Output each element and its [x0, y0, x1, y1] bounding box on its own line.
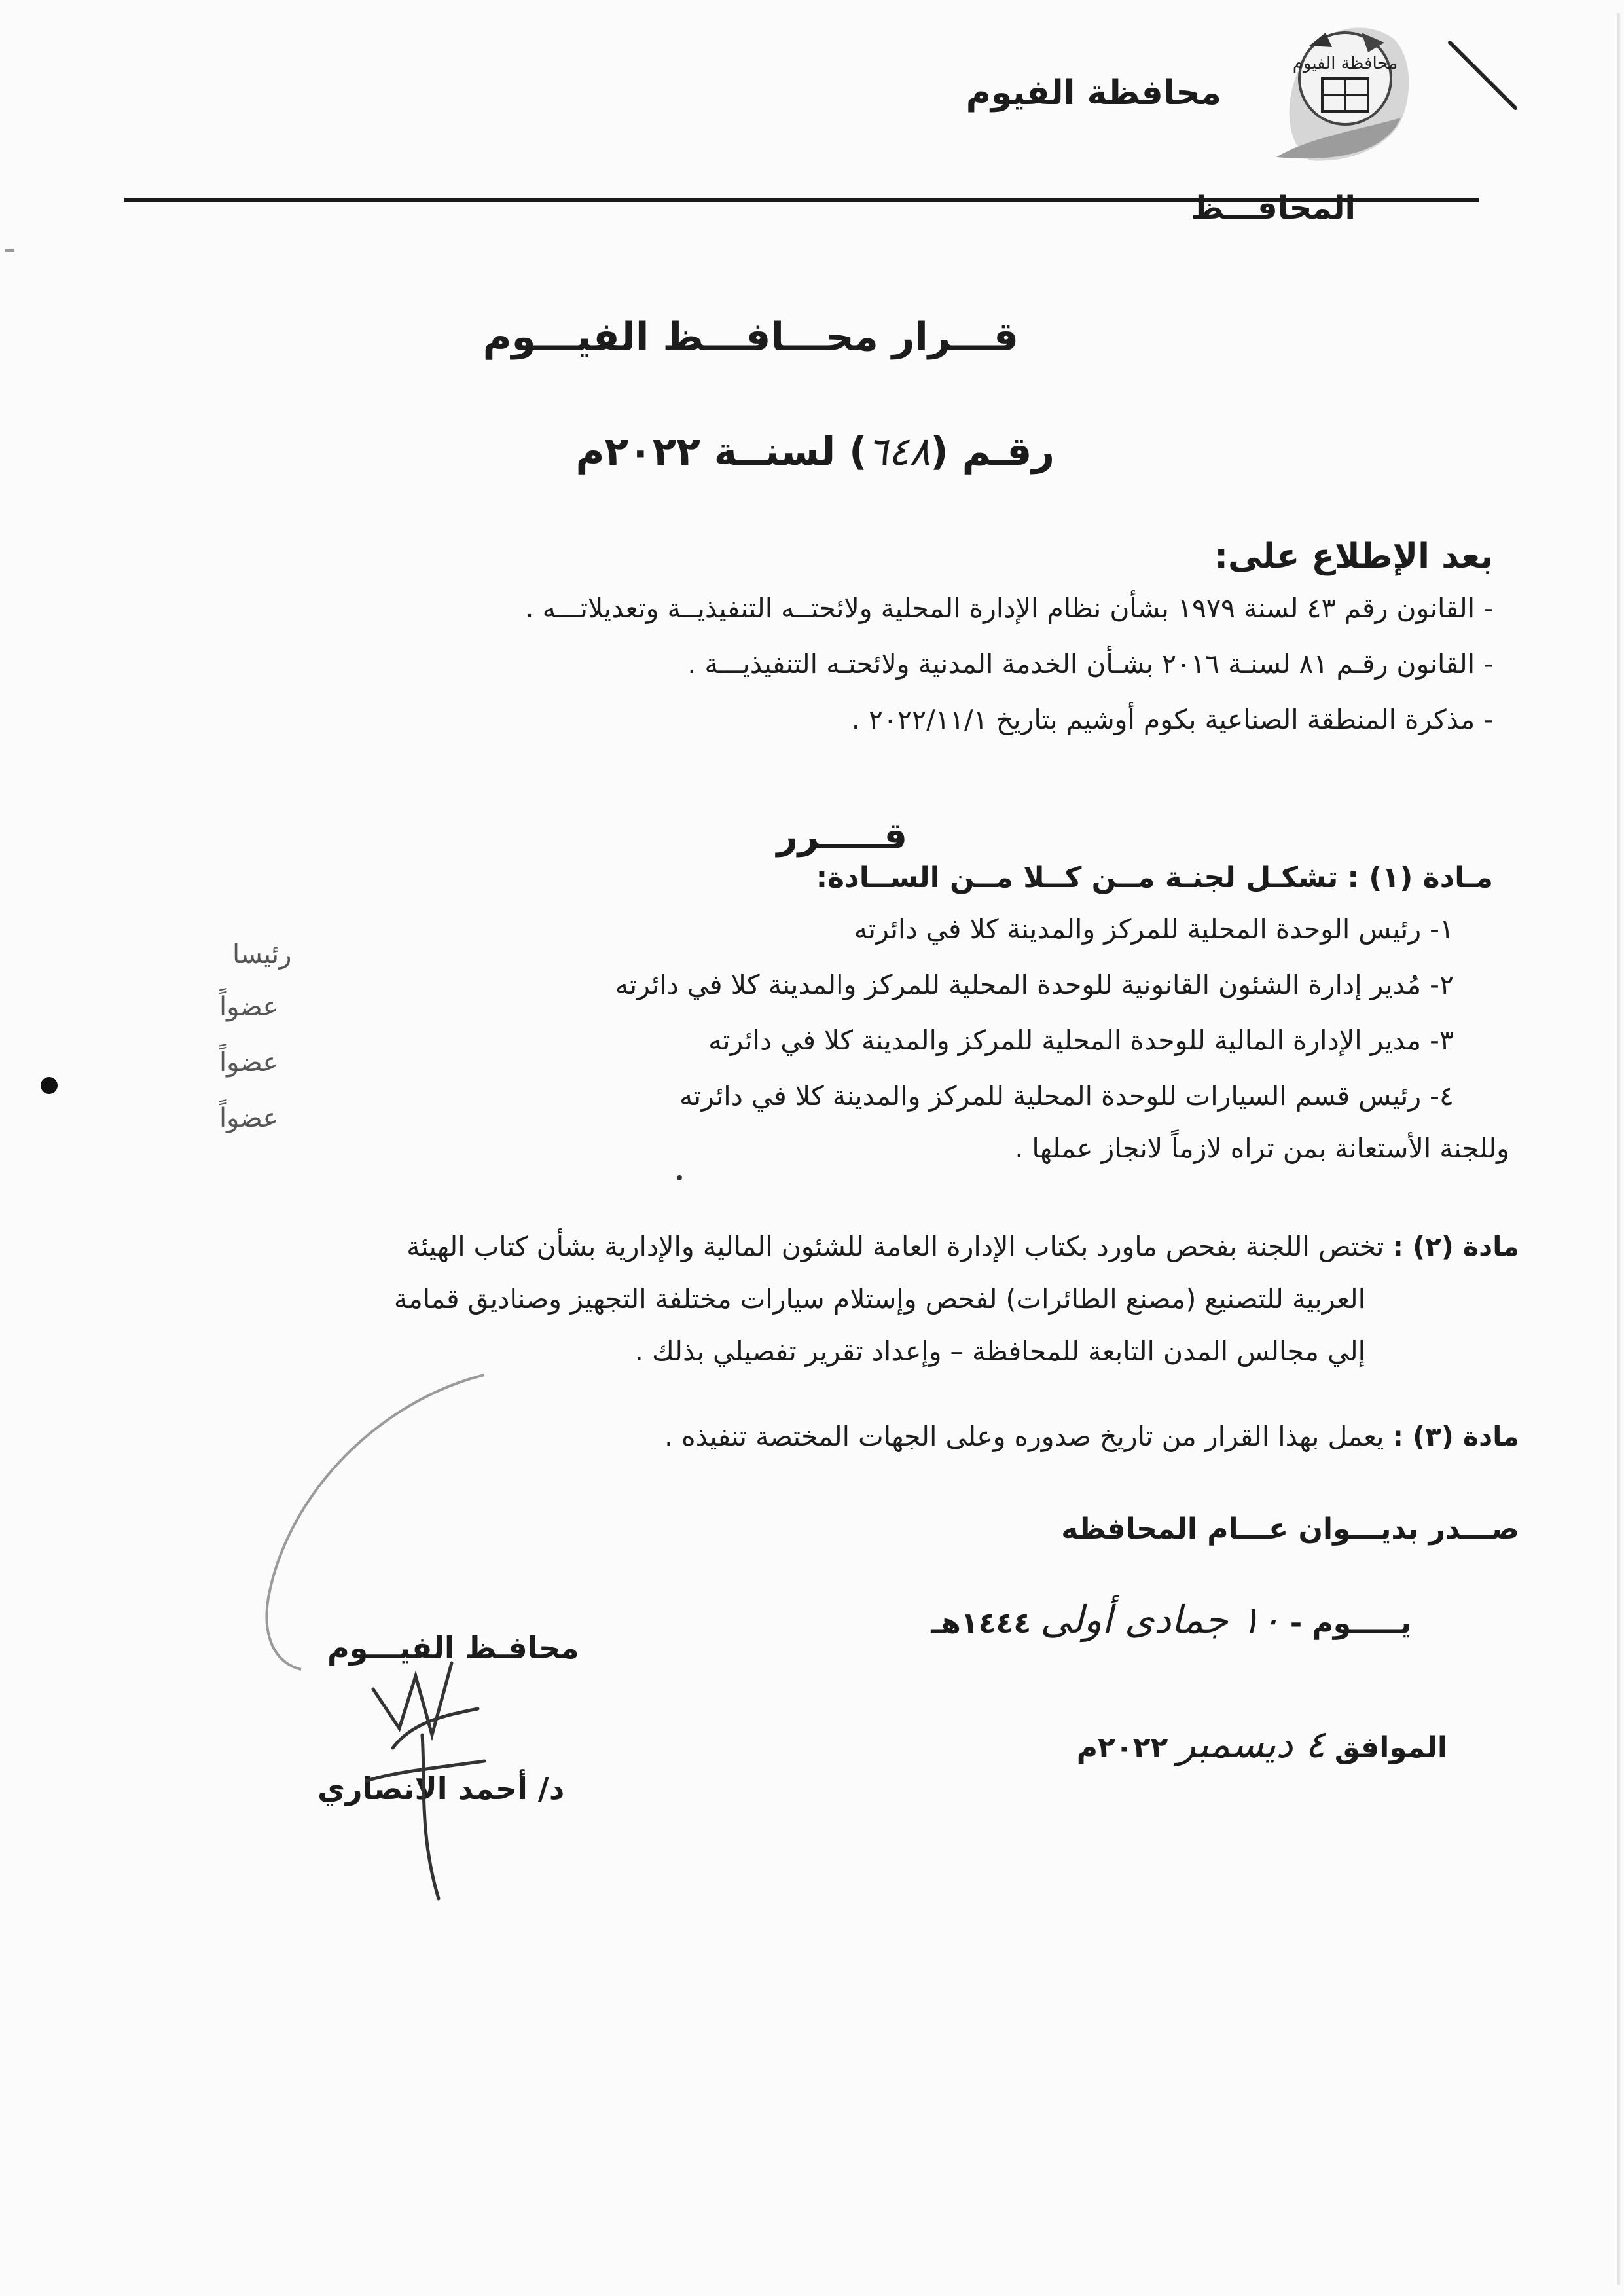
decree-number-suffix: ) لسنــة ٢٠٢٢م [575, 429, 867, 475]
article-3 [664, 1421, 1519, 1452]
punch-hole-mark [41, 1077, 58, 1094]
corner-slash-mark [1440, 36, 1525, 115]
issuance-heading: صـــدر بديـــوان عـــام المحافظه [1061, 1512, 1519, 1546]
article-1-label: مـادة (١) : [1347, 861, 1493, 894]
article-3-label: مادة (٣) : [1392, 1421, 1519, 1452]
preamble-item: - القانون رقم ٤٣ لسنة ١٩٧٩ بشأن نظام الإدارة المحلية ولائحتــه التنفيذيــة وتعديلاتـــه . [525, 592, 1493, 624]
committee-member: ٣- مدير الإدارة المالية للوحدة المحلية للمركز والمدينة كلا في دائرته [708, 1025, 1454, 1056]
seal-logo-text: محافظة الفيوم [1292, 54, 1398, 73]
committee-member-role: عضواً [219, 1048, 279, 1078]
letterhead-governorate: محافظة الفيوم [965, 73, 1221, 113]
article-1 [816, 861, 1493, 894]
scan-edge-mark [5, 249, 14, 252]
article-2-line: العربية للتصنيع (مصنع الطائرات) لفحص وإستلام سيارات مختلفة التجهيز وصناديق قمامة [393, 1283, 1365, 1315]
decree-title: قـــرار محـــافـــظ الفيـــوم [482, 314, 1019, 360]
gregorian-suffix: ٢٠٢٢م [1076, 1731, 1168, 1764]
committee-member: ٤- رئيس قسم السيارات للوحدة المحلية للمركز والمدينة كلا في دائرته [679, 1080, 1454, 1112]
committee-member-role: رئيسا [232, 939, 292, 970]
decree-number-line [575, 429, 1055, 475]
hijri-handwritten: ١٠ جمادى أولى [1040, 1597, 1281, 1642]
stray-dot [677, 1175, 682, 1180]
article-3-text: يعمل بهذا القرار من تاريخ صدوره وعلى الجهات المختصة تنفيذه . [664, 1421, 1384, 1452]
article-2-line: إلي مجالس المدن التابعة للمحافظة – وإعداد تقرير تفصيلي بذلك . [634, 1336, 1365, 1367]
decision-heading: قـــــرر [776, 815, 907, 858]
article-2-line: تختص اللجنة بفحص ماورد بكتاب الإدارة العامة للشئون المالية والإدارية بشأن كتاب الهيئة [406, 1231, 1384, 1262]
decree-number-prefix: رقـم ( [930, 429, 1055, 475]
scan-edge-mark [1617, 13, 1620, 2285]
committee-member-role: عضواً [219, 1103, 279, 1133]
preamble-item: - مذكرة المنطقة الصناعية بكوم أوشيم بتاريخ ٢٠٢٢/١١/١ . [851, 704, 1493, 735]
signature-name: د/ أحمد الانصاري [317, 1771, 565, 1806]
decree-number-handwritten: ٦٤٨ [867, 429, 931, 475]
gregorian-handwritten: ٤ ديسمبر [1177, 1722, 1326, 1766]
article-1-closing: وللجنة الأستعانة بمن تراه لازماً لانجاز عملها . [1015, 1133, 1509, 1164]
committee-member: ١- رئيس الوحدة المحلية للمركز والمدينة كلا في دائرته [854, 913, 1454, 945]
gregorian-date-line [1077, 1722, 1447, 1766]
preamble-item: - القانون رقـم ٨١ لسنـة ٢٠١٦ بشـأن الخدمة المدنية ولائحتـه التنفيذيـــة . [687, 648, 1493, 680]
faint-stamp-mark [249, 1362, 576, 1689]
hijri-suffix: ١٤٤٤هـ [931, 1607, 1032, 1640]
article-1-intro: تشكـل لجنـة مــن كــلا مــن الســادة: [816, 861, 1339, 894]
article-2-first-line [406, 1231, 1519, 1262]
preamble-heading: بعد الإطلاع على: [1214, 537, 1493, 576]
hijri-date-line [931, 1597, 1411, 1642]
article-2-label: مادة (٢) : [1392, 1231, 1519, 1262]
signature-title: محافـظ الفيـــوم [327, 1630, 579, 1666]
committee-member-role: عضواً [219, 992, 279, 1022]
letterhead-office: المحافـــظ [1191, 190, 1356, 227]
committee-member: ٢- مُدير إدارة الشئون القانونية للوحدة المحلية للمركز والمدينة كلا في دائرته [615, 969, 1454, 1000]
gregorian-prefix: الموافق [1334, 1731, 1447, 1764]
handwritten-signature [353, 1650, 511, 1912]
governorate-seal-icon [1270, 7, 1420, 170]
hijri-prefix: يـــــوم - [1290, 1607, 1411, 1640]
